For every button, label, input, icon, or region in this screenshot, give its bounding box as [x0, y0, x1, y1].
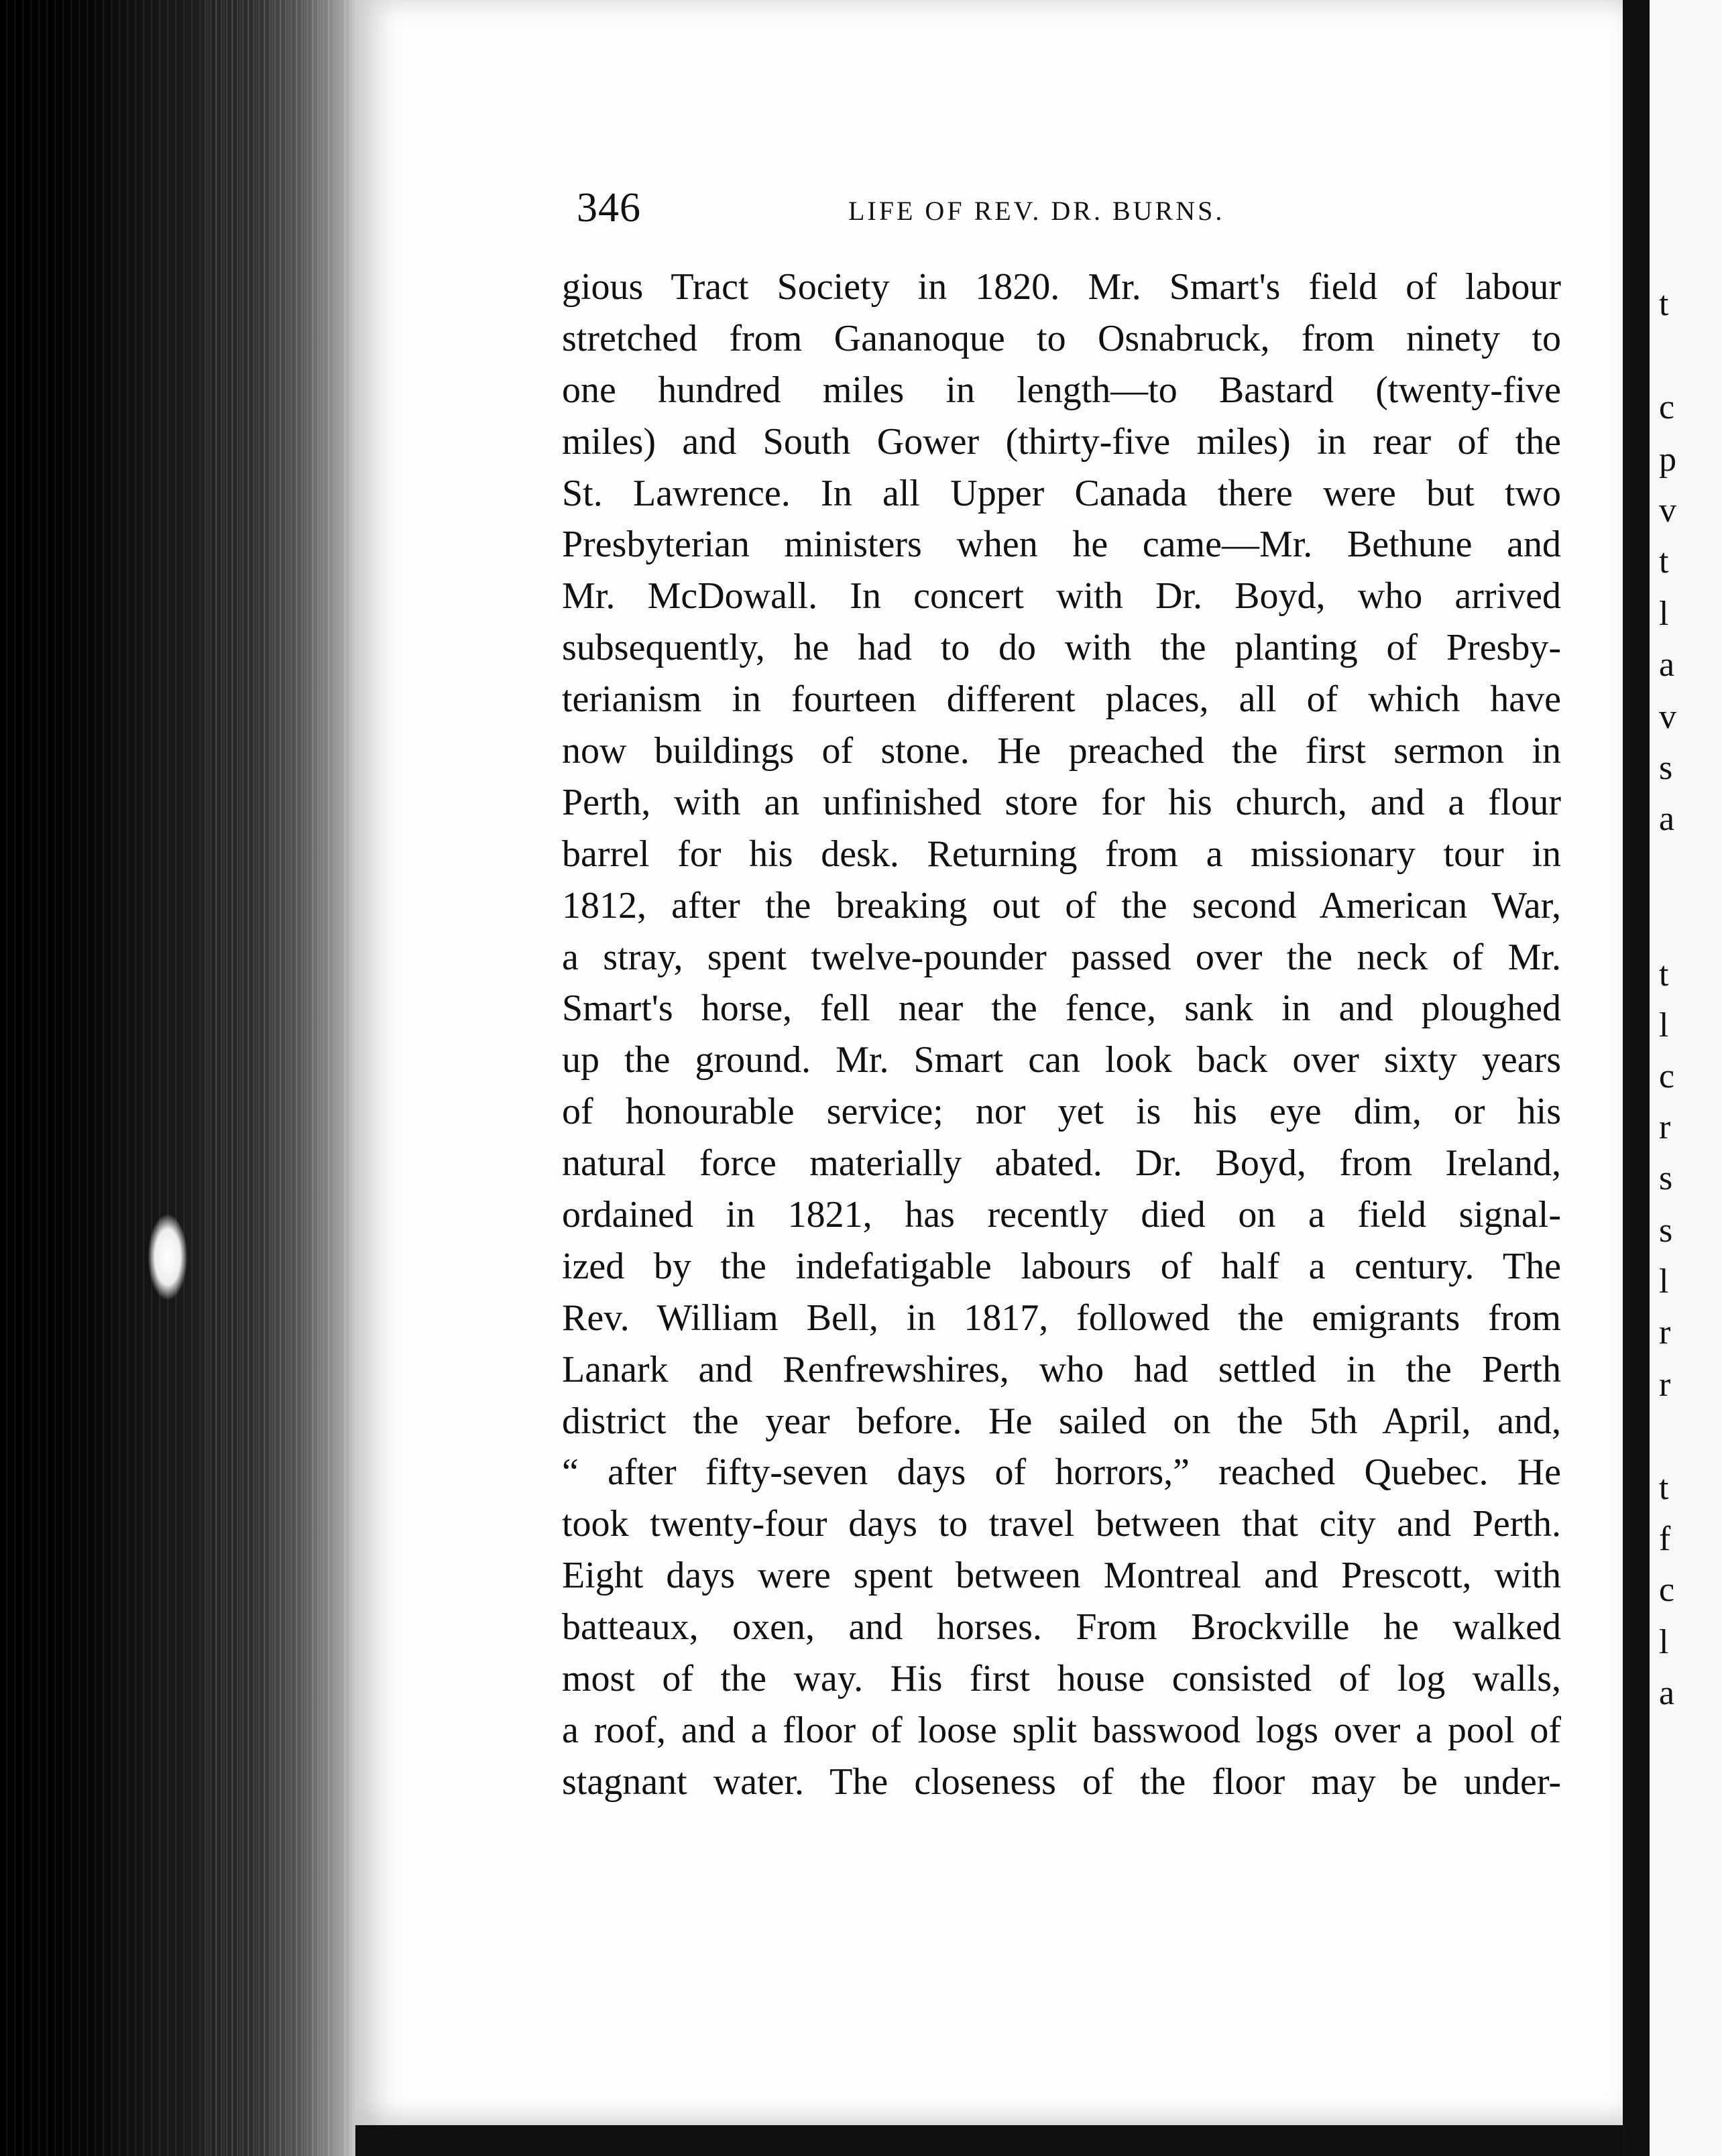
- page-gutter-shadow: [1623, 0, 1650, 2156]
- text-line: a roof, and a floor of loose split basswood logs over a pool of: [562, 1709, 1561, 1751]
- facing-page-fragment: r: [1659, 1366, 1671, 1404]
- facing-page-fragment: t: [1659, 955, 1669, 994]
- facing-page-fragment: s: [1659, 749, 1673, 787]
- facing-page-fragment: v: [1659, 698, 1676, 736]
- facing-page-fragment: t: [1659, 1469, 1669, 1507]
- page-number: 346: [577, 185, 641, 231]
- facing-page-fragment: a: [1659, 800, 1675, 838]
- text-line: now buildings of stone. He preached the first sermon in: [562, 730, 1561, 772]
- facing-page-fragment: s: [1659, 1211, 1673, 1250]
- facing-page-fragment: l: [1659, 1262, 1669, 1301]
- bottom-shadow: [355, 2125, 1623, 2156]
- facing-page-fragment: a: [1659, 646, 1675, 684]
- facing-page-fragment: s: [1659, 1159, 1673, 1197]
- text-line: a stray, spent twelve-pounder passed over the neck of Mr.: [562, 936, 1561, 978]
- text-line: ordained in 1821, has recently died on a field signal-: [562, 1194, 1561, 1236]
- text-line: district the year before. He sailed on the 5th April, and,: [562, 1400, 1561, 1442]
- text-line: terianism in fourteen different places, all of which have: [562, 678, 1561, 721]
- text-line: one hundred miles in length—to Bastard (twenty-five: [562, 369, 1561, 411]
- facing-page-fragment: a: [1659, 1674, 1675, 1712]
- facing-page-fragment: t: [1659, 542, 1669, 581]
- facing-page-fragment: p: [1659, 440, 1676, 479]
- text-line: batteaux, oxen, and horses. From Brockville he walked: [562, 1606, 1561, 1649]
- facing-page-fragment: c: [1659, 1057, 1675, 1095]
- facing-page-fragment: l: [1659, 1623, 1669, 1661]
- text-line: stretched from Gananoque to Osnabruck, from ninety to: [562, 317, 1561, 359]
- facing-page-fragment: c: [1659, 388, 1675, 426]
- text-line: took twenty-four days to travel between that city and Perth.: [562, 1503, 1561, 1545]
- page-stack-lines: [201, 0, 355, 2156]
- text-line: ized by the indefatigable labours of half a century. The: [562, 1245, 1561, 1287]
- text-line: miles) and South Gower (thirty-five miles) in rear of the: [562, 420, 1561, 463]
- text-line: “ after fifty-seven days of horrors,” reached Quebec. He: [562, 1451, 1561, 1494]
- facing-page-fragment: r: [1659, 1108, 1671, 1146]
- text-line: Eight days were spent between Montreal and Prescott, with: [562, 1555, 1561, 1597]
- text-line: Perth, with an unfinished store for his church, and a flour: [562, 781, 1561, 823]
- text-line: subsequently, he had to do with the planting of Presby-: [562, 627, 1561, 669]
- text-line: Lanark and Renfrewshires, who had settled in the Perth: [562, 1348, 1561, 1390]
- text-line: Smart's horse, fell near the fence, sank in and ploughed: [562, 987, 1561, 1030]
- text-line: Presbyterian ministers when he came—Mr. Bethune and: [562, 524, 1561, 566]
- text-line: most of the way. His first house consisted of log walls,: [562, 1658, 1561, 1700]
- text-line: 1812, after the breaking out of the second American War,: [562, 884, 1561, 926]
- text-line: of honourable service; nor yet is his eye dim, or his: [562, 1091, 1561, 1133]
- facing-page-fragment: t: [1659, 285, 1669, 323]
- text-line: Rev. William Bell, in 1817, followed the emigrants from: [562, 1297, 1561, 1339]
- text-line: Mr. McDowall. In concert with Dr. Boyd, who arrived: [562, 575, 1561, 617]
- text-line: stagnant water. The closeness of the floor may be under-: [562, 1760, 1561, 1803]
- facing-page-fragment: c: [1659, 1571, 1675, 1609]
- text-line: gious Tract Society in 1820. Mr. Smart's field of labour: [562, 266, 1561, 308]
- facing-page-fragment: v: [1659, 491, 1676, 530]
- running-title: LIFE OF REV. DR. BURNS.: [848, 196, 1225, 226]
- facing-page-fragment: r: [1659, 1313, 1671, 1352]
- text-line: barrel for his desk. Returning from a missionary tour in: [562, 833, 1561, 875]
- facing-page-fragment: l: [1659, 595, 1669, 633]
- page-header: [577, 181, 1301, 235]
- text-line: natural force materially abated. Dr. Boyd, from Ireland,: [562, 1142, 1561, 1185]
- text-line: up the ground. Mr. Smart can look back over sixty years: [562, 1039, 1561, 1081]
- body-text: [562, 261, 1561, 1808]
- facing-page-fragment: l: [1659, 1006, 1669, 1044]
- facing-page-fragment: f: [1659, 1520, 1671, 1558]
- facing-page-edge: [1650, 0, 1722, 2156]
- text-line: St. Lawrence. In all Upper Canada there were but two: [562, 472, 1561, 514]
